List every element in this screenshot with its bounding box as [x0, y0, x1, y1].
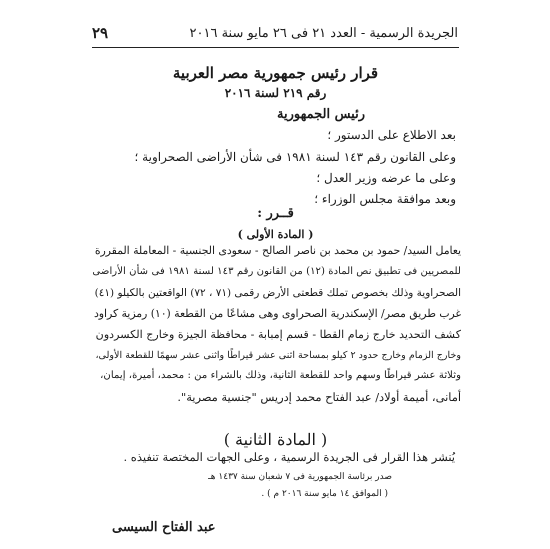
article-1-line: الصحراوية وذلك بخصوص تملك قطعتى الأرض رقمى (٧١ ، ٧٢) الواقعتين بالكيلو (٤١): [94, 287, 461, 299]
decided-heading: قــرر :: [257, 206, 294, 221]
article-1-line: أمانى، أميمة أولاد/ عبد الفتاح محمد إدريس "جنسية مصرية".: [177, 390, 461, 404]
page-header: [92, 24, 458, 44]
preamble-line: وعلى القانون رقم ١٤٣ لسنة ١٩٨١ فى شأن الأراضى الصحراوية ؛: [134, 150, 456, 164]
preamble-line: وبعد موافقة مجلس الوزراء ؛: [314, 192, 456, 206]
article-1-line: يعامل السيد/ حمود بن محمد بن ناصر الصالح - سعودى الجنسية - المعاملة المقررة: [94, 244, 461, 257]
publish-text: يُنشر هذا القرار فى الجريدة الرسمية ، وعلى الجهات المختصة تنفيذه .: [123, 450, 455, 464]
gazette-header-title: الجريدة الرسمية - العدد ٢١ فى ٢٦ مايو سنة ٢٠١٦: [189, 26, 458, 41]
signature: عبد الفتاح السيسى: [112, 520, 216, 535]
issued-date: صدر برئاسة الجمهورية فى ٧ شعبان سنة ١٤٣٧ هـ: [208, 472, 392, 482]
header-divider: [92, 47, 459, 48]
preamble-line: بعد الاطلاع على الدستور ؛: [327, 128, 456, 142]
decree-title: قرار رئيس جمهورية مصر العربية: [172, 64, 379, 82]
article-1-line: كشف التحديد خارج زمام القطا - قسم إمبابة - محافظة الجيزة وخارج الكسردون: [95, 328, 461, 341]
gregorian-date: ( الموافق ١٤ مايو سنة ٢٠١٦ م ) .: [261, 489, 388, 499]
article-1-line: غرب طريق مصر/ الإسكندرية الصحراوى وهى مشاعًا من القطعة (١٠) رمزية كراود: [93, 307, 461, 320]
decree-number: رقم ٢١٩ لسنة ٢٠١٦: [224, 86, 327, 100]
article-1-line: وخارج الزمام وخارج حدود ٢ كيلو بمساحة اثنى عشر قيراطًا واثنى عشر سهمًا للقطعة الأولى،: [95, 350, 461, 361]
article-1-heading: ( المادة الأولى ): [237, 228, 314, 241]
article-2-heading: ( المادة الثانية ): [223, 430, 328, 449]
president-heading: رئيس الجمهورية: [277, 107, 365, 122]
page-number: ٢٩: [92, 24, 109, 42]
preamble-line: وعلى ما عرضه وزير العدل ؛: [316, 171, 456, 185]
article-1-line: للمصريين فى تطبيق نص المادة (١٢) من القانون رقم ١٤٣ لسنة ١٩٨١ فى شأن الأراضى: [92, 266, 461, 277]
article-1-line: وثلاثة عشر قيراطًا وسهم واحد للقطعة الثانية، وذلك بالشراء من : محمد، أميرة، إيمان،: [100, 370, 461, 381]
